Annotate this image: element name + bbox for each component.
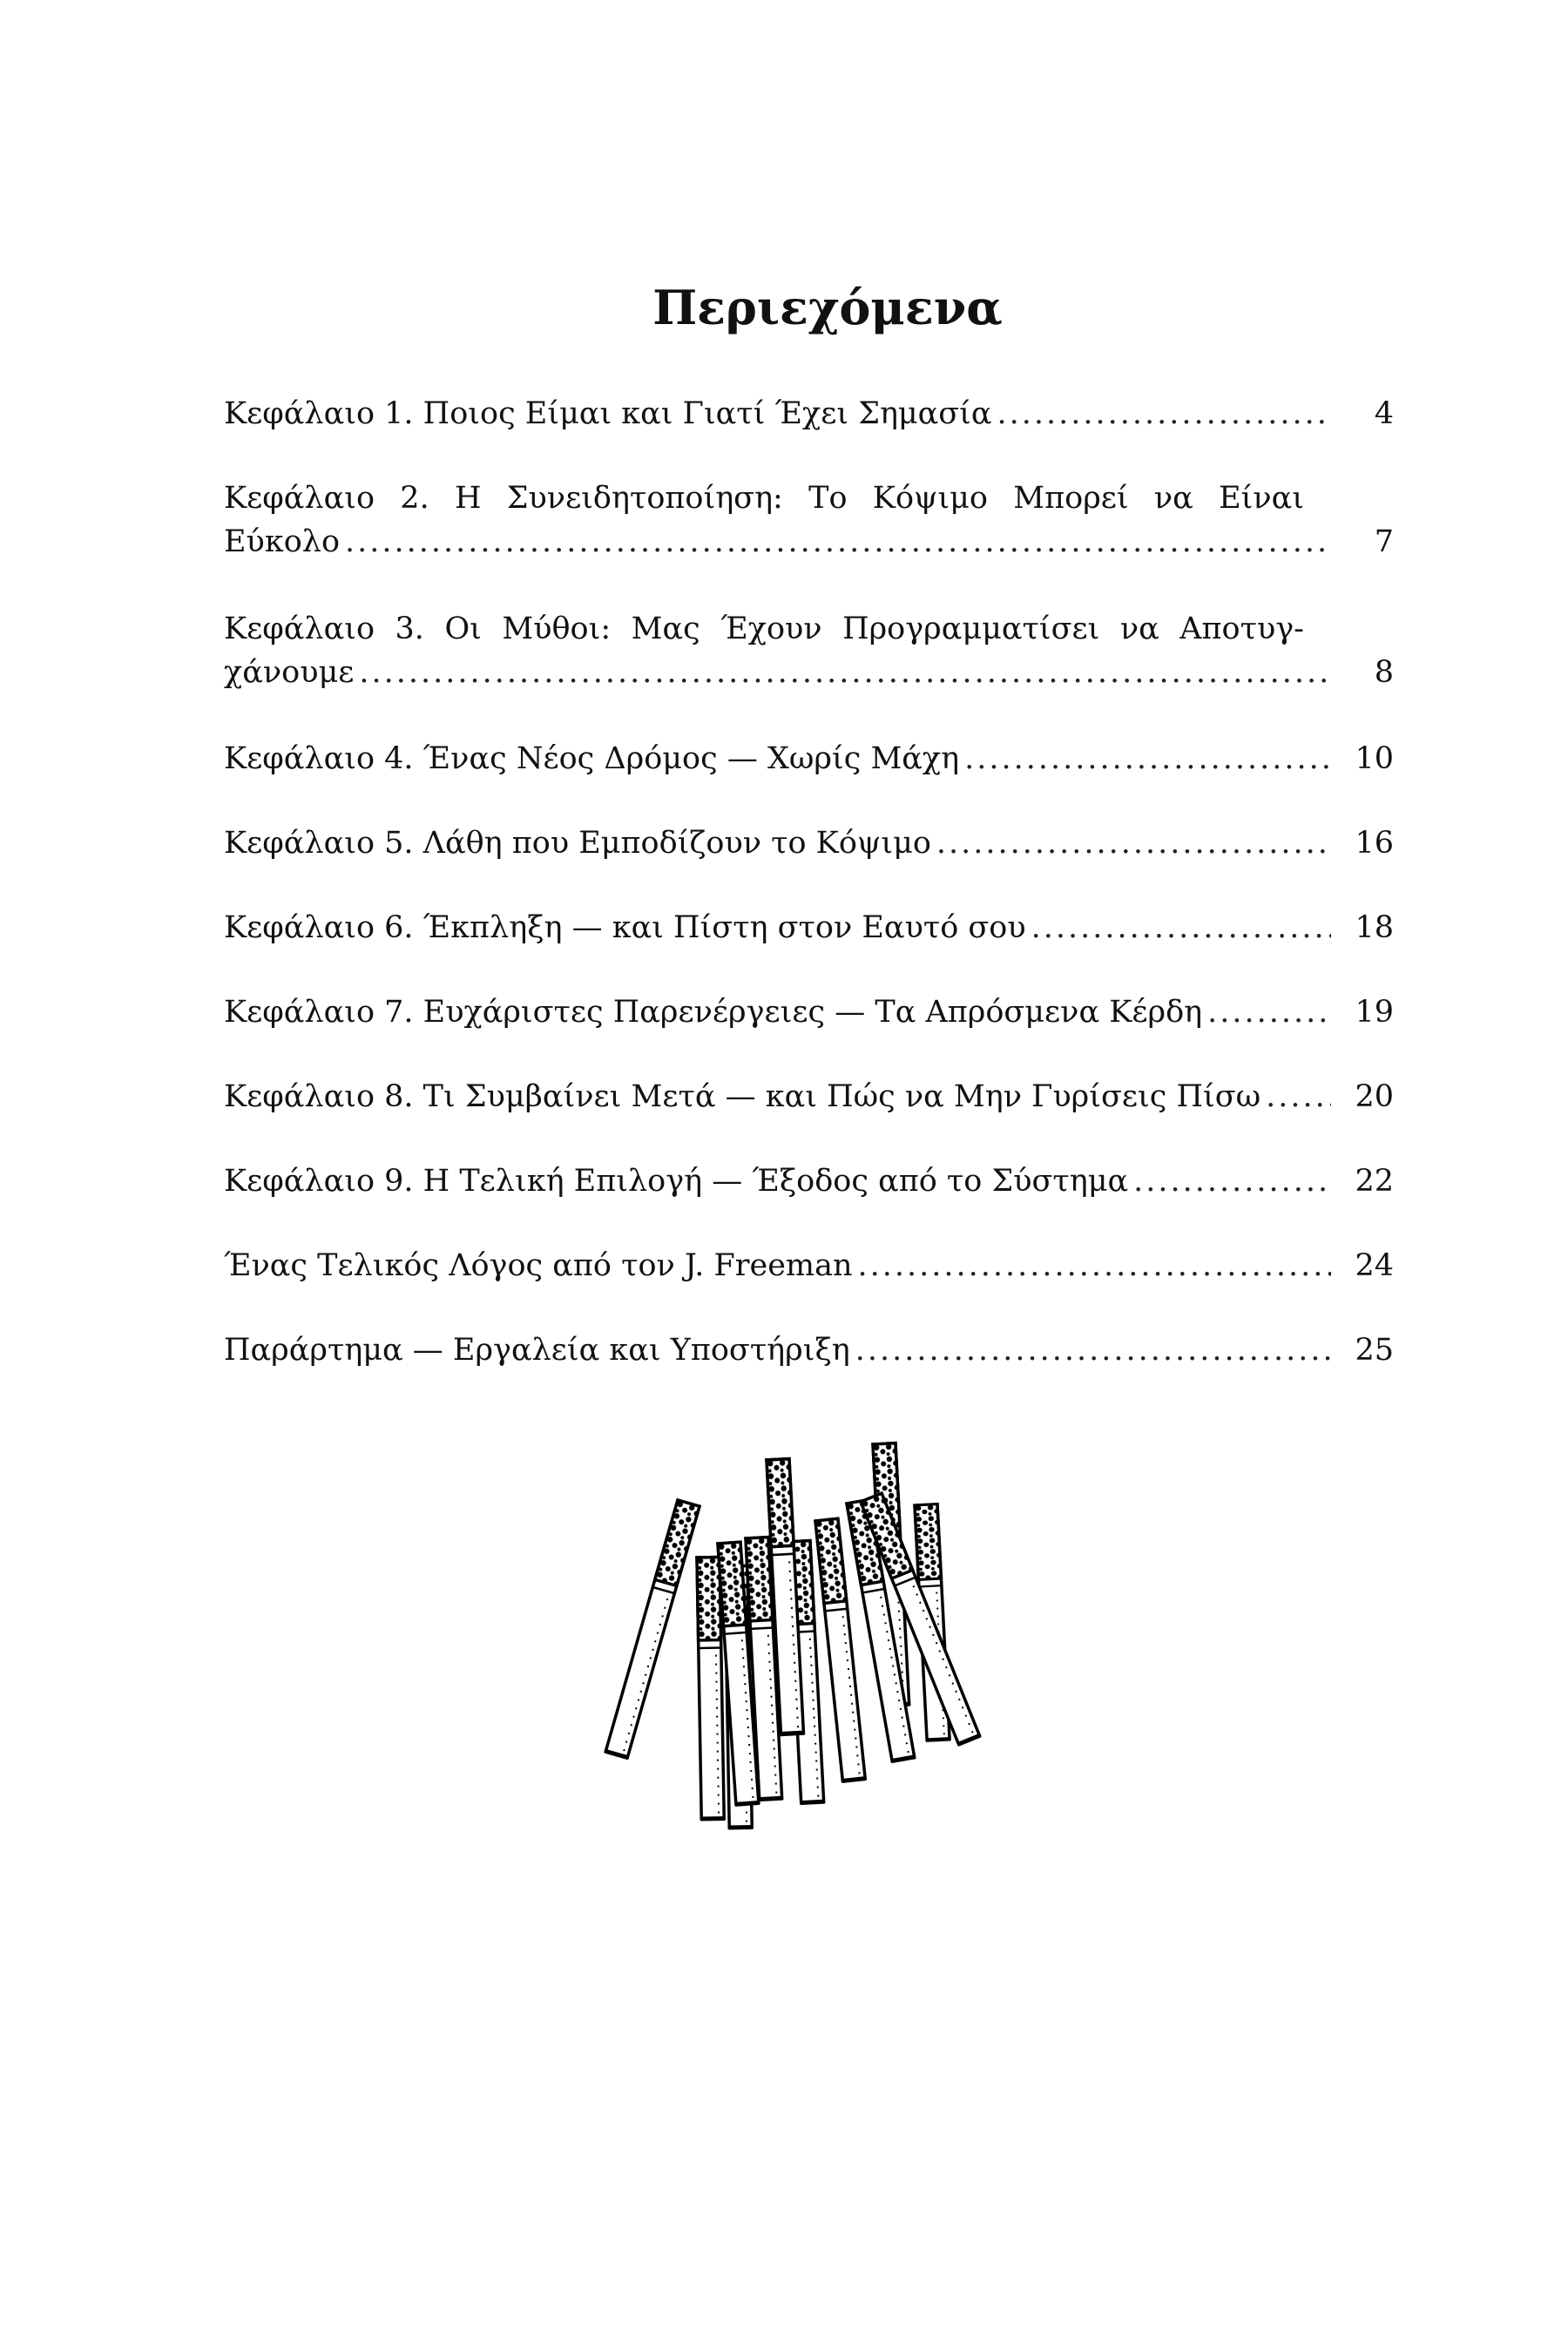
dot-leader xyxy=(964,737,1331,781)
toc-entry-title: Ένας Τελικός Λόγος από τον J. Freeman xyxy=(224,1248,853,1283)
toc-entry-chapter-3[interactable] xyxy=(224,607,1394,694)
dot-leader xyxy=(1207,990,1331,1034)
toc-page-number: 7 xyxy=(1374,524,1394,559)
toc-page-number: 4 xyxy=(1374,396,1394,431)
toc-page-number: 8 xyxy=(1374,655,1394,690)
toc-entry-title: Κεφάλαιο 6. Έκπληξη — και Πίστη στον Εαυτό σου xyxy=(224,910,1026,945)
page-title: Περιεχόμενα xyxy=(652,280,1003,335)
toc-entry-chapter-5[interactable] xyxy=(224,821,1394,865)
toc-entry-chapter-7[interactable] xyxy=(224,990,1394,1034)
toc-page-number: 19 xyxy=(1355,995,1394,1030)
dot-leader xyxy=(359,651,1331,694)
toc-entry-appendix[interactable] xyxy=(224,1328,1394,1372)
dot-leader xyxy=(997,392,1331,436)
toc-page-number: 20 xyxy=(1355,1079,1394,1114)
toc-entry-title-line1: Κεφάλαιο 3. Οι Μύθοι: Μας Έχουν Προγραμματίσει να Αποτυγ- xyxy=(224,612,1304,646)
dot-leader xyxy=(855,1328,1331,1372)
toc-entry-chapter-9[interactable] xyxy=(224,1159,1394,1203)
toc-page-number: 24 xyxy=(1355,1248,1394,1283)
toc-page-number: 18 xyxy=(1355,910,1394,945)
toc-entry-chapter-8[interactable] xyxy=(224,1075,1394,1119)
toc-entry-title-line1: Κεφάλαιο 2. Η Συνειδητοποίηση: Το Κόψιμο Μπορεί να Είναι xyxy=(224,481,1304,516)
dot-leader xyxy=(1031,906,1331,950)
toc-entry-chapter-4[interactable] xyxy=(224,737,1394,781)
toc-page-number: 25 xyxy=(1355,1333,1394,1368)
dot-leader xyxy=(1133,1159,1331,1203)
toc-entry-title: Κεφάλαιο 7. Ευχάριστες Παρενέργειες — Τα Απρόσμενα Κέρδη xyxy=(224,995,1203,1030)
toc-page-number: 22 xyxy=(1355,1164,1394,1199)
cigarettes-illustration xyxy=(601,1425,993,1848)
toc-entry-title-line2: χάνουμε xyxy=(224,655,355,690)
toc-entry-final-word[interactable] xyxy=(224,1244,1394,1288)
cigarette xyxy=(605,1500,700,1758)
toc-page-number: 16 xyxy=(1355,826,1394,861)
dot-leader xyxy=(858,1244,1331,1288)
dot-leader xyxy=(345,520,1331,564)
toc-entry-title: Κεφάλαιο 9. Η Τελική Επιλογή — Έξοδος από το Σύστημα xyxy=(224,1164,1129,1199)
dot-leader xyxy=(1266,1075,1331,1119)
toc-entry-title: Κεφάλαιο 8. Τι Συμβαίνει Μετά — και Πώς να Μην Γυρίσεις Πίσω xyxy=(224,1079,1261,1114)
toc-entry-chapter-1[interactable] xyxy=(224,392,1394,436)
toc-entry-chapter-6[interactable] xyxy=(224,906,1394,950)
toc-entry-title-line2: Εύκολο xyxy=(224,524,341,559)
toc-entry-title: Παράρτημα — Εργαλεία και Υποστήριξη xyxy=(224,1333,850,1368)
dot-leader xyxy=(936,821,1331,865)
toc-entry-chapter-2[interactable] xyxy=(224,476,1394,564)
toc-page-number: 10 xyxy=(1355,741,1394,776)
toc-entry-title: Κεφάλαιο 5. Λάθη που Εμποδίζουν το Κόψιμο xyxy=(224,826,931,861)
toc-entry-title: Κεφάλαιο 4. Ένας Νέος Δρόμος — Χωρίς Μάχη xyxy=(224,741,960,776)
toc-entry-title: Κεφάλαιο 1. Ποιος Είμαι και Γιατί Έχει Σημασία xyxy=(224,396,992,431)
